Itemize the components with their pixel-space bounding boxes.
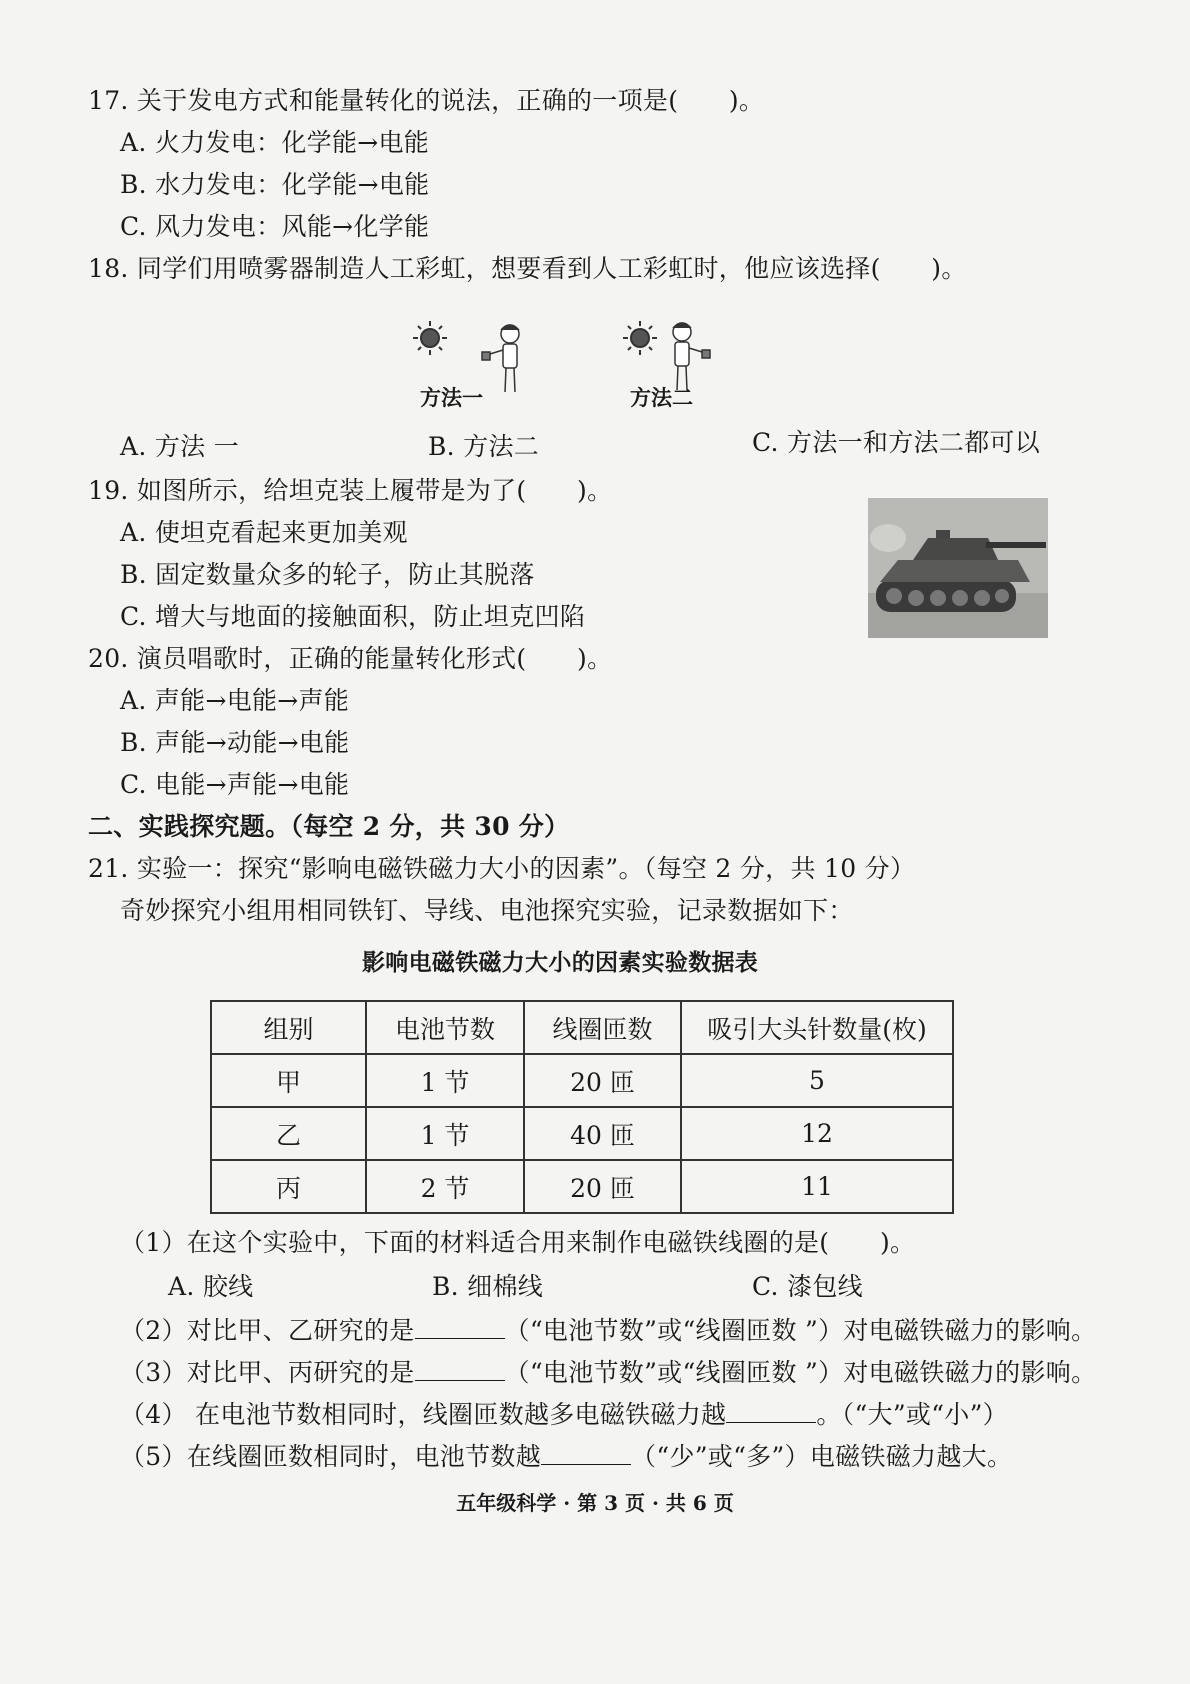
table-cell: 12 [681,1107,953,1160]
q21-sub5-text-before: （5）在线圈匝数相同时，电池节数越 [120,1442,542,1471]
q19-stem: 19. 如图所示，给坦克装上履带是为了( )。 [88,476,613,505]
method-two-caption: 方法二 [630,385,693,410]
q17-option-b: B. 水力发电：化学能→电能 [120,170,430,199]
table-cell: 1 节 [366,1054,524,1107]
q20-stem: 20. 演员唱歌时，正确的能量转化形式( )。 [88,644,613,673]
table-cell: 1 节 [366,1107,524,1160]
q17-option-c: C. 风力发电：风能→化学能 [120,212,430,241]
q21-stem: 21. 实验一：探究“影响电磁铁磁力大小的因素”。（每空 2 分，共 10 分） [88,854,916,883]
table-cell: 20 匝 [524,1160,681,1213]
answer-blank[interactable] [726,1400,816,1423]
table-cell: 乙 [211,1107,366,1160]
table-title: 影响电磁铁磁力大小的因素实验数据表 [362,949,759,976]
table-cell: 40 匝 [524,1107,681,1160]
q21-sub4-text-after: 。（“大”或“小”） [816,1400,1008,1429]
sun-icon [413,321,447,355]
table-cell: 20 匝 [524,1054,681,1107]
data-table [210,1000,954,1214]
table-row [211,1054,953,1107]
q20-option-b: B. 声能→动能→电能 [120,728,350,757]
q21-sub3 [120,1356,1096,1390]
q21-sub2-text-before: （2）对比甲、乙研究的是 [120,1316,415,1345]
q21-sub1-option-c: C. 漆包线 [752,1272,863,1301]
q21-sub4-text-before: （4） 在电池节数相同时，线圈匝数越多电磁铁磁力越 [120,1400,727,1429]
page-footer: 五年级科学 · 第 3 页 · 共 6 页 [456,1491,734,1515]
q19-option-c: C. 增大与地面的接触面积，防止坦克凹陷 [120,602,586,631]
q18-stem: 18. 同学们用喷雾器制造人工彩虹，想要看到人工彩虹时，他应该选择( )。 [88,254,967,283]
q21-intro: 奇妙探究小组用相同铁钉、导线、电池探究实验，记录数据如下： [120,896,854,925]
table-cell: 甲 [211,1054,366,1107]
boy-with-sprayer-icon [482,325,519,392]
table-header-cell: 电池节数 [366,1001,524,1054]
q21-sub5 [120,1440,1012,1474]
q21-sub1-option-a: A. 胶线 [168,1272,254,1301]
table-cell: 丙 [211,1160,366,1213]
table-cell: 2 节 [366,1160,524,1213]
table-row [211,1107,953,1160]
answer-blank[interactable] [415,1316,505,1339]
table-cell: 5 [681,1054,953,1107]
table-header-cell: 线圈匝数 [524,1001,681,1054]
q21-sub4 [120,1398,1008,1432]
q21-sub1-option-b: B. 细棉线 [432,1272,544,1301]
q21-sub3-text-before: （3）对比甲、丙研究的是 [120,1358,415,1387]
q17-stem: 17. 关于发电方式和能量转化的说法，正确的一项是( )。 [88,86,765,115]
section-2-heading: 二、实践探究题。（每空 2 分，共 30 分） [88,812,570,841]
q19-option-a: A. 使坦克看起来更加美观 [120,518,408,547]
sun-icon [623,321,657,355]
method-one-caption: 方法一 [420,385,483,410]
q18-option-a: A. 方法 一 [120,432,239,461]
tank-photo [868,498,1048,638]
q21-sub5-text-after: （“少”或“多”）电磁铁磁力越大。 [631,1442,1013,1471]
q20-option-c: C. 电能→声能→电能 [120,770,350,799]
table-row [211,1160,953,1213]
q18-option-c: C. 方法一和方法二都可以 [752,428,1041,457]
q19-option-b: B. 固定数量众多的轮子，防止其脱落 [120,560,535,589]
table-header-cell: 组别 [211,1001,366,1054]
table-header-cell: 吸引大头针数量(枚) [681,1001,953,1054]
q21-sub2 [120,1314,1096,1348]
table-header-row [211,1001,953,1054]
q21-sub3-text-after: （“电池节数”或“线圈匝数 ”）对电磁铁磁力的影响。 [504,1358,1097,1387]
q21-sub2-text-after: （“电池节数”或“线圈匝数 ”）对电磁铁磁力的影响。 [504,1316,1097,1345]
answer-blank[interactable] [541,1442,631,1465]
q20-option-a: A. 声能→电能→声能 [120,686,350,715]
q17-option-a: A. 火力发电：化学能→电能 [120,128,430,157]
table-cell: 11 [681,1160,953,1213]
answer-blank[interactable] [415,1358,505,1381]
q18-option-b: B. 方法二 [428,432,540,461]
q21-sub1-stem: （1）在这个实验中，下面的材料适合用来制作电磁铁线圈的是( )。 [120,1228,916,1257]
boy-with-sprayer-icon [673,323,710,390]
